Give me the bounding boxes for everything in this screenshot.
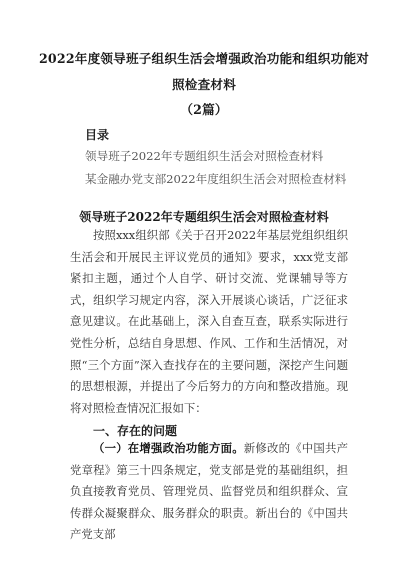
- problems-heading: 一、存在的问题: [93, 424, 178, 438]
- subheading-label: （一）在增强政治功能方面。: [93, 441, 244, 455]
- toc-heading: 目录: [85, 128, 110, 142]
- toc-item: 领导班子2022年专题组织生活会对照检查材料: [85, 149, 324, 163]
- document-title-line-1: 2022年度领导班子组织生活会增强政治功能和组织功能对: [38, 51, 370, 66]
- document-title-count: （2篇）: [180, 102, 228, 117]
- section-title: 领导班子2022年专题组织生活会对照检查材料: [79, 210, 329, 224]
- toc-item: 某金融办党支部2022年度组织生活会对照检查材料: [85, 172, 347, 186]
- subheading-body: 新修改的《中国共产党章程》第三十四条规定，党支部是党的基础组织，担负直接教育党员、管理党员、监督党员和组织群众、宣传群众凝聚群众、服务群众的职责。新出台的《中国共产党支部: [70, 441, 348, 542]
- document-title-line-2: 照检查材料: [172, 77, 236, 92]
- intro-paragraph: 按照xxx组织部《关于召开2022年基层党组织组织生活会和开展民主评议党员的通知》要求，xxx党支部紧扣主题，通过个人自学、研讨交流、党课辅导等方式，组织学习规定内容，深入开展谈心谈话，广泛征求意见建议。在此基础上，深入自查互查，联系实际进行党性分析，总结自身思想、作风、工作和生活情况，对照“三个方面”深入查找存在的主要问题，深挖产生问题的思想根源，并提出了今后努力的方向和整改措施。现将对照检查情况汇报如下：: [70, 228, 348, 415]
- political-function-paragraph: [70, 438, 348, 546]
